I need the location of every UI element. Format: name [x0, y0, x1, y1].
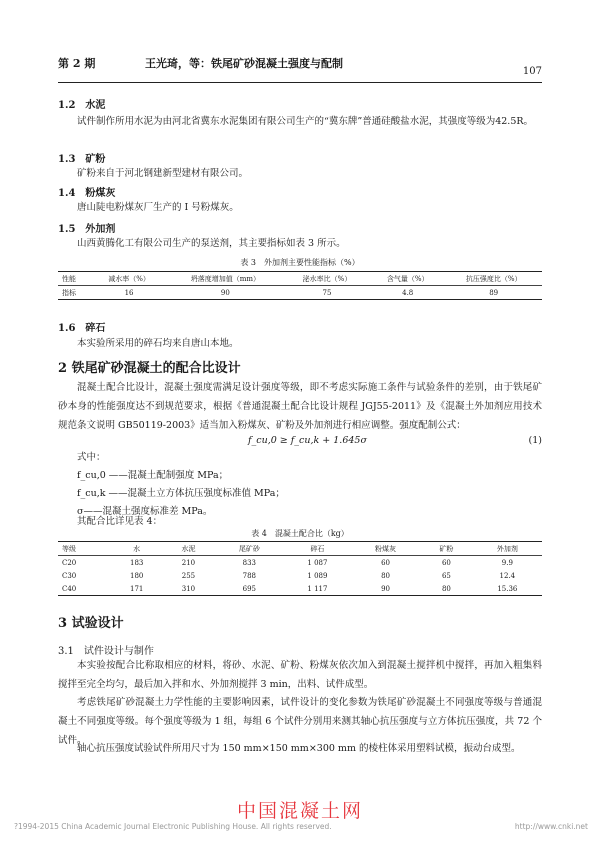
- section-1-2-text: 试件制作所用水泥为由河北省冀东水泥集团有限公司生产的“冀东牌”普通硅酸盐水泥，其强度等级为42.5R。: [77, 116, 534, 127]
- table-header-cell: 尾矿砂: [215, 542, 284, 556]
- table-4: [58, 541, 542, 596]
- table-header-row: [58, 272, 542, 286]
- section-1-6-heading: 1.6 碎石: [58, 323, 106, 334]
- section-1-2-heading: 1.2 水泥: [58, 100, 106, 111]
- table-cell: 15.36: [473, 582, 542, 596]
- table-cell: C40: [58, 582, 111, 596]
- definition-fcu0: f_cu,0 ——混凝土配制强度 MPa；: [77, 470, 229, 481]
- header-rule: [58, 82, 542, 83]
- section-3-heading: 3 试验设计: [58, 616, 124, 631]
- table-4-caption: 表 4 混凝土配合比（kg）: [251, 529, 349, 538]
- table-header-cell: 含气量（%）: [370, 272, 445, 286]
- table-cell: 180: [129, 571, 144, 580]
- table-cell: 255: [181, 571, 196, 580]
- table-header-cell: 性能: [58, 272, 91, 286]
- running-title: 王光琦，等：铁尾矿砂混凝土强度与配制: [145, 57, 343, 70]
- table-cell: 171: [111, 582, 162, 596]
- table-cell: 60: [441, 558, 451, 567]
- table-cell: 1 117: [284, 582, 351, 596]
- section-2-paragraph: 混凝土配合比设计，混凝土强度需满足设计强度等级，即不考虑实际施工条件与试验条件的差别，由于铁尾矿砂本身的性能强度达不到规范要求，根据《普通混凝土配合比设计规程 JGJ55-2011》及《混凝土外加剂应用技术规范条文说明 GB50119-2003》适当加入粉煤灰、矿粉及外加剂进行相应调整。强度配制公式：: [58, 382, 542, 431]
- table-cell: 80: [381, 571, 390, 580]
- section-2-heading: 2 铁尾矿砂混凝土的配合比设计: [58, 361, 241, 376]
- table-cell: 9.9: [501, 558, 513, 567]
- table-cell: 695: [215, 582, 284, 596]
- section-1-3-heading: 1.3 矿粉: [58, 154, 106, 165]
- section-1-4-heading: 1.4 粉煤灰: [58, 188, 116, 199]
- table-3: [58, 271, 542, 300]
- table-header-cell: 水: [111, 542, 162, 556]
- page-number: 107: [522, 66, 542, 77]
- table-row: [58, 569, 542, 582]
- table-header-cell: 水泥: [162, 542, 215, 556]
- formula-number: (1): [528, 435, 542, 446]
- table-header-cell: 等级: [58, 542, 111, 556]
- table-cell: 75: [284, 286, 370, 300]
- definition-fcuk: f_cu,k ——混凝土立方体抗压强度标准值 MPa；: [77, 488, 285, 499]
- table-cell: 1 089: [307, 571, 328, 580]
- table-cell: 833: [242, 558, 257, 567]
- table-header-cell: 外加剂: [473, 542, 542, 556]
- section-1-5-heading: 1.5 外加剂: [58, 224, 116, 235]
- table-cell: 80: [420, 582, 473, 596]
- table-cell: 310: [162, 582, 215, 596]
- section-1-3-text: 矿粉来自于河北钢建新型建材有限公司。: [77, 168, 249, 179]
- table-header-cell: 坍落度增加值（mm）: [167, 272, 284, 286]
- table-cell: C20: [62, 558, 77, 567]
- section-1-4-text: 唐山陡电粉煤灰厂生产的 I 号粉煤灰。: [77, 202, 239, 213]
- table-row: [58, 582, 542, 596]
- table-cell: 60: [381, 558, 390, 567]
- table-cell: 90: [351, 582, 420, 596]
- table-row: [58, 286, 542, 300]
- table-cell: 65: [441, 571, 451, 580]
- footer-link[interactable]: http://www.cnki.net: [514, 822, 588, 831]
- definition-sigma: σ——混凝土强度标准差 MPa。: [77, 506, 213, 517]
- section-1-6-text: 本实验所采用的碎石均来自唐山本地。: [77, 338, 239, 349]
- table-header-cell: 减水率（%）: [91, 272, 166, 286]
- table-cell: 指标: [58, 286, 91, 300]
- table-cell: 210: [181, 558, 196, 567]
- table-row: [58, 556, 542, 570]
- table-cell: 4.8: [370, 286, 445, 300]
- ratio-reference: 其配合比详见表 4：: [77, 516, 163, 527]
- table-header-cell: 抗压强度比（%）: [445, 272, 542, 286]
- table-header-row: [58, 542, 542, 556]
- table-3-caption: 表 3 外加剂主要性能指标（%）: [240, 258, 360, 267]
- issue-label: 第 2 期: [58, 57, 96, 70]
- table-cell: 1 087: [307, 558, 328, 567]
- section-3-1-paragraph-3: 轴心抗压强度试验试件所用尺寸为 150 mm×150 mm×300 mm 的棱柱体采用塑料试模，振动台成型。: [77, 743, 521, 754]
- copyright-footer: ?1994-2015 China Academic Journal Electronic Publishing House. All rights reserved.: [14, 822, 332, 831]
- where-label: 式中：: [77, 452, 106, 463]
- table-header-cell: 粉煤灰: [351, 542, 420, 556]
- section-3-1-paragraph-1: 本实验按配合比称取相应的材料，将砂、水泥、矿粉、粉煤灰依次加入到混凝土搅拌机中搅拌，再加入粗集料搅拌至完全均匀，最后加入拌和水、外加剂搅拌 3 min，出料、试件成型。: [58, 660, 542, 690]
- table-cell: C30: [62, 571, 77, 580]
- section-1-5-text: 山西黄腾化工有限公司生产的泵送剂，其主要指标如表 3 所示。: [77, 238, 346, 249]
- table-header-cell: 碎石: [284, 542, 351, 556]
- table-cell: 788: [242, 571, 257, 580]
- formula: f_cu,0 ≥ f_cu,k + 1.645σ: [248, 435, 367, 446]
- table-cell: 12.4: [499, 571, 516, 580]
- watermark-logo: 中国混凝土网: [236, 800, 363, 822]
- section-3-1-paragraph-2: 考虑铁尾矿砂混凝土力学性能的主要影响因素，试件设计的变化参数为铁尾矿砂混凝土不同强度等级与普通混凝土不同强度等级。每个强度等级为 1 组，每组 6 个试件分别用来测其轴心抗压强度与立方体抗压强度，共 72 个试件。: [58, 697, 542, 746]
- table-cell: 16: [91, 286, 166, 300]
- table-header-cell: 泌水率比（%）: [284, 272, 370, 286]
- table-header-cell: 矿粉: [420, 542, 473, 556]
- section-3-1-heading: 3.1 试件设计与制作: [58, 646, 154, 657]
- table-cell: 89: [445, 286, 542, 300]
- table-cell: 90: [167, 286, 284, 300]
- table-cell: 183: [129, 558, 144, 567]
